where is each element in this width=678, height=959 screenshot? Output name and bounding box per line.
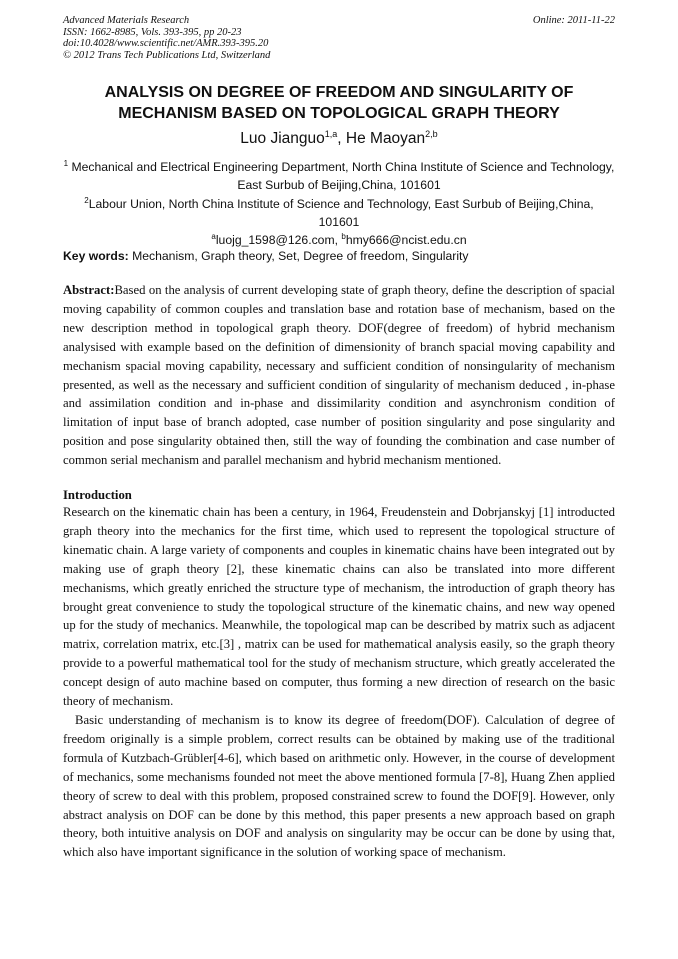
email-b: hmy666@ncist.edu.cn bbox=[345, 233, 467, 248]
journal-doi: doi:10.4028/www.scientific.net/AMR.393-395.20 bbox=[63, 38, 269, 49]
paper-title: ANALYSIS ON DEGREE OF FREEDOM AND SINGULARITY OF MECHANISM BASED ON TOPOLOGICAL GRAPH THEORY bbox=[104, 84, 574, 122]
journal-header bbox=[63, 15, 615, 61]
introduction-paragraph-2: Basic understanding of mechanism is to know its degree of freedom(DOF). Calculation of degree of freedom originally is a simple problem, correct results can be obtained by making use of the traditional formula of Kutzbach-Grübler[4-6], which based on arithmetic only. However, in the course of development of mechanics, some mechanisms founded not meet the above mentioned formula [7-8], Huang Zhen applied theory of screw to deal with this problem, proposed constrained screw to found the DOF[9]. However, only abstract analysis on DOF can be done by this method, this paper presents a new approach based on graph theory, both intuitive analysis on DOF and analysis on singularity may be occur can be done by using that, which also have important significance in the solution of working space of mechanism. bbox=[63, 712, 615, 860]
author-1-affiliation-mark: 1,a bbox=[324, 129, 338, 139]
journal-copyright: © 2012 Trans Tech Publications Ltd, Switzerland bbox=[63, 49, 271, 61]
journal-issn: ISSN: 1662-8985, Vols. 393-395, pp 20-23 bbox=[63, 26, 242, 38]
abstract-text: Based on the analysis of current developing state of graph theory, define the description of spacial moving capability of common couples and translation base and rotation base of mechanism, based on the new description method in topological graph theory. DOF(degree of freedom) of hybrid mechanism analysised with example based on the definition of dimensionity of branch spacial moving capability and mechanism spacial moving capability, necessary and sufficient condition of nonsingularity of mechanism presented, as well as the necessary and sufficient condition of singularity of mechanism deduced , in-phase and assimilation condition and in-phase and dissimilarity condition and asynchronism condition of limitation of input base of branch adopted, case number of position singularity and pose singularity and position and pose singularity obtained then, still the way of founding the combination and case number of common serial mechanism and parallel mechanism and hybrid mechanism mentioned. bbox=[63, 283, 615, 468]
affiliations bbox=[63, 158, 615, 249]
keywords bbox=[63, 247, 615, 265]
email-b-mark: b bbox=[341, 232, 346, 242]
affiliation-1-text: Mechanical and Electrical Engineering Department, North China Institute of Science and Technology, East Surbub of Beijing,China, 101601 bbox=[68, 160, 615, 193]
introduction-heading: Introduction bbox=[63, 488, 132, 502]
journal-name: Advanced Materials Research bbox=[63, 15, 190, 26]
author-line bbox=[63, 129, 615, 149]
author-2-name: He Maoyan bbox=[345, 130, 426, 147]
abstract-label: Abstract: bbox=[63, 283, 115, 297]
abstract bbox=[63, 281, 615, 470]
email-a-mark: a bbox=[211, 232, 216, 242]
affiliation-1 bbox=[63, 158, 615, 195]
affiliation-1-mark: 1 bbox=[63, 159, 69, 168]
online-date: Online: 2011-11-22 bbox=[532, 15, 615, 26]
introduction-body bbox=[63, 503, 615, 862]
affiliation-2-text: Labour Union, North China Institute of Science and Technology, East Surbub of Beijing,China, 101601 bbox=[88, 196, 594, 229]
introduction-paragraph-1: Research on the kinematic chain has been a century, in 1964, Freudenstein and Dobrjanskyj [1] introducted graph theory into the mechanics for the first time, which used to represent the topological structure of kinematic chain. A large variety of components and couples in kinematic chains have been integrated out by making use of graph theory [2], these kinematic chains can also be translated into more different mechanisms, which greatly enriched the structure type of mechanism, the introduction of graph theory has brought great convenience to study the topological structure of the kinematic chains, and new way opened up for the study of mechanics. Meanwhile, the topological map can be described by matrix such as adjacent matrix, correlation matrix, etc.[3] , matrix can be used for mathematical analysis easily, so the graph theory provide to a powerful mathematical tool for the study of mechanism structure, which greatly accelerated the concept design of auto machine based on computer, thus forming a new direction of research on the basic theory of mechanism. bbox=[63, 505, 615, 709]
affiliation-2 bbox=[63, 195, 615, 232]
keywords-text: Mechanism, Graph theory, Set, Degree of freedom, Singularity bbox=[128, 249, 469, 263]
keywords-label: Key words: bbox=[63, 249, 129, 263]
author-2-affiliation-mark: 2,b bbox=[425, 129, 438, 139]
affiliation-2-mark: 2 bbox=[84, 195, 89, 205]
author-1-name: Luo Jianguo bbox=[240, 130, 325, 147]
email-a: luojg_1598@126.com, bbox=[215, 233, 342, 248]
author-separator: , bbox=[337, 130, 346, 147]
